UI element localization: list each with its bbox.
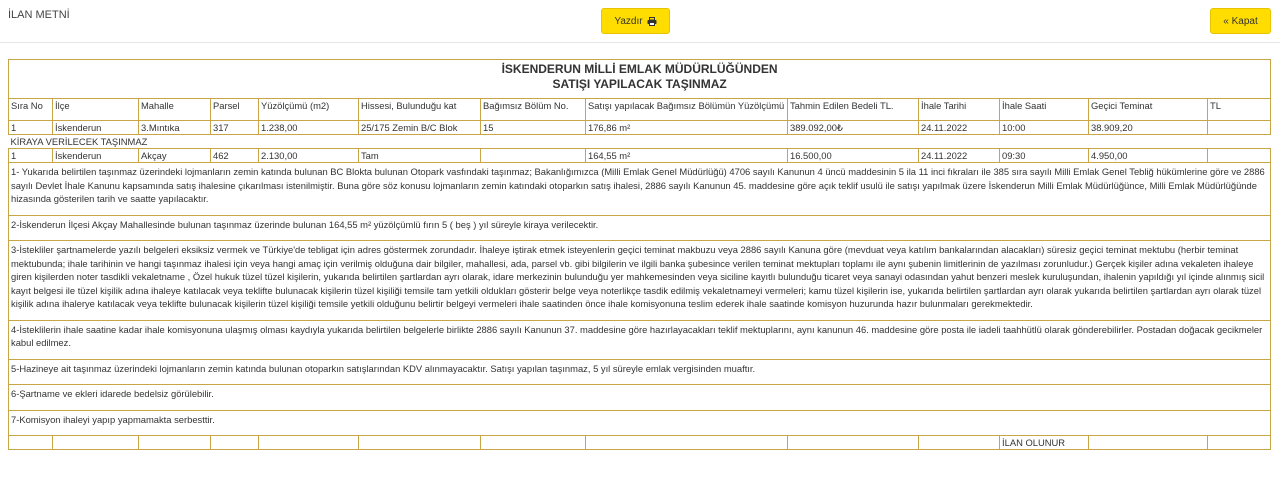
- table-cell: 25/175 Zemin B/C Blok: [359, 121, 481, 135]
- table-cell: 10:00: [1000, 121, 1089, 135]
- table-cell: [1208, 121, 1271, 135]
- table-cell: 176,86 m²: [586, 121, 788, 135]
- col-ihale-saati: İhale Saati: [1000, 99, 1089, 121]
- column-header-row: [9, 99, 1271, 121]
- print-button[interactable]: [601, 8, 670, 34]
- table-cell: 24.11.2022: [919, 149, 1000, 163]
- table-cell: 09:30: [1000, 149, 1089, 163]
- rent-title-row: [9, 135, 1271, 149]
- table-cell: 389.092,00₺: [788, 121, 919, 135]
- col-tahmin-bedel: Tahmin Edilen Bedeli TL.: [788, 99, 919, 121]
- table-cell: 1.238,00: [259, 121, 359, 135]
- title-row: [9, 60, 1271, 99]
- empty-cell: [359, 436, 481, 450]
- empty-cell: [919, 436, 1000, 450]
- paragraph-3: 3-İstekliler şartnamelerde yazılı belgeleri eksiksiz vermek ve Türkiye'de tebligat için adres göstermek zorundadır. İhaleye iştirak etmek isteyenlerin geçici teminat makbuzu veya 2886 sayılı Kanuna göre (mevduat veya katılım bankalarından alacakları) süresiz geçici teminat mektubu (herbir teminat mektubunda; ihale tarihinin ve hangi taşınmaz ihalesi için veya hangi amaç için verilmiş olduğuna dair bilgiler, mahallesi, ada, parsel vb. gibi bilgilerin ve ilgili banka şubesince verilen teminat mektupları toplamı ile aynı şubenin limitlerinin de yazılması zorunludur.) Gerçek kişiler adına vekaleten ihaleye giren kişilerden noter tasdikli vekaletname , Özel hukuk tüzel tüzel kişilerin, yukarıda belirtilen şartlardan ayrı olarak, idare merkezinin bulunduğu yer mahkemesinden veya siciline kayıtlı bulunduğu ticaret veya sanayi odasından yahut benzeri meslek kuruluşundan, ihalenin yapıldığı yıl içinde alınmış sicil kayıt belgesi ile tüzel kişilik adına ihaleye katılacak veya teklifte bulunacak kişilerin tüzel kişiliği temsile tam yetkili oldukları gösterir belge veya noterlikçe tasdik edilmiş vekaletnameyi vermeleri; kamu tüzel kişilerin ise, yukarıda belirtilen şartlardan ayrı olarak yukarıda belirtilen şartlardan ayrı olarak tüzel kişilik adına ihalerye katılacak veya teklifte bulunacak kişilerin tüzel kişiliği temsile yetkili olduğunu belirtir belgeyi vermeleri ihale saatinden önce ihale komisyonuna teslim ederek ihale saatinde komisyon huzurunda hazır bulunmaları gerekmektedir.: [9, 241, 1271, 321]
- col-ilce: İlçe: [53, 99, 139, 121]
- paragraph-row: [9, 215, 1271, 241]
- col-hissesi: Hissesi, Bulunduğu kat: [359, 99, 481, 121]
- col-gecici-teminat: Geçici Teminat: [1089, 99, 1208, 121]
- table-cell: Tam: [359, 149, 481, 163]
- table-cell: 2.130,00: [259, 149, 359, 163]
- empty-cell: [139, 436, 211, 450]
- paragraph-row: [9, 410, 1271, 436]
- table-cell: İskenderun: [53, 149, 139, 163]
- table-cell: 164,55 m²: [586, 149, 788, 163]
- paragraph-2: 2-İskenderun İlçesi Akçay Mahallesinde bulunan taşınmaz üzerinde bulunan 164,55 m² yüzölçümlü fırın 5 ( beş ) yıl süreyle kiraya verilecektir.: [9, 215, 1271, 241]
- paragraph-row: [9, 163, 1271, 216]
- rent-section-title: KİRAYA VERİLECEK TAŞINMAZ: [9, 135, 1271, 149]
- close-button[interactable]: « Kapat: [1210, 8, 1271, 34]
- paragraph-6: 6-Şartname ve ekleri idarede bedelsiz görülebilir.: [9, 385, 1271, 411]
- paragraph-row: [9, 359, 1271, 385]
- sale-row: [9, 121, 1271, 135]
- empty-cell: [9, 436, 53, 450]
- footer-row: [9, 436, 1271, 450]
- table-cell: 16.500,00: [788, 149, 919, 163]
- paragraph-5: 5-Hazineye ait taşınmaz üzerindeki lojmanların zemin katında bulunan otoparkın satışlarından KDV alınmayacaktır. Satışı yapılan taşınmaz, 5 yıl süreyle emlak vergisinden muaftır.: [9, 359, 1271, 385]
- table-cell: Akçay: [139, 149, 211, 163]
- paragraph-row: [9, 241, 1271, 321]
- empty-cell: [259, 436, 359, 450]
- table-cell: İskenderun: [53, 121, 139, 135]
- top-bar: [0, 0, 1280, 43]
- footer-label: İLAN OLUNUR: [1000, 436, 1089, 450]
- paragraph-4: 4-İsteklilerin ihale saatine kadar ihale komisyonuna ulaşmış olması kaydıyla yukarıda belirtilen belgelerle birlikte 2886 sayılı Kanunun 37. maddesine göre hazırlayacakları teklif mektuplarını, aynı kanunun 46. maddesine göre posta ile iadeli taahhütlü olarak gönderebilirler. Postadan doğacak gecikmeler kabul edilmez.: [9, 320, 1271, 359]
- print-label: Yazdır: [614, 15, 643, 27]
- col-ihale-tarihi: İhale Tarihi: [919, 99, 1000, 121]
- empty-cell: [788, 436, 919, 450]
- col-sira-no: Sıra No: [9, 99, 53, 121]
- document-title: [9, 60, 1271, 99]
- col-mahalle: Mahalle: [139, 99, 211, 121]
- title-line-1: İSKENDERUN MİLLİ EMLAK MÜDÜRLÜĞÜNDEN: [501, 62, 778, 76]
- printer-icon: [647, 17, 657, 26]
- empty-cell: [211, 436, 259, 450]
- table-cell: 38.909,20: [1089, 121, 1208, 135]
- col-tl: TL: [1208, 99, 1271, 121]
- empty-cell: [586, 436, 788, 450]
- col-yuzolcumu: Yüzölçümü (m2): [259, 99, 359, 121]
- announcement-table: [8, 59, 1271, 450]
- col-bagimsiz-bolum: Bağımsız Bölüm No.: [481, 99, 586, 121]
- title-line-2: SATIŞI YAPILACAK TAŞINMAZ: [552, 77, 727, 91]
- table-cell: 1: [9, 149, 53, 163]
- table-cell: 3.Mıntıka: [139, 121, 211, 135]
- table-cell: 4.950,00: [1089, 149, 1208, 163]
- paragraph-1: 1- Yukarıda belirtilen taşınmaz üzerindeki lojmanların zemin katında bulunan BC Blokta bulunan Otopark vasfındaki taşınmaz; Bakanlığımızca (Milli Emlak Genel Müdürlüğü) 4706 sayılı Kanunun 4 üncü maddesinin 5 ila 11 inci fıkraları ile 385 sıra sayılı Milli Emlak Genel Tebliğ hükümlerine göre ve 2886 sayılı Devlet İhale Kanunu kapsamında satış ihalesine çıkarılması istenilmiştir. Buna göre söz konusu lojmanların zemin katındaki otoparkın satış ihalesi, 2886 sayılı Kanunun 45. maddesine göre açık teklif usulü ile satışı yapılmak üzere İskenderun Milli Emlak Müdürlüğünce, Milli Emlak Müdürlüğünde hizasında gösterilen tarih ve saatte yapılacaktır.: [9, 163, 1271, 216]
- col-satis-yuzolcumu: Satışı yapılacak Bağımsız Bölümün Yüzölçümü: [586, 99, 788, 121]
- paragraph-row: [9, 385, 1271, 411]
- table-cell: [481, 149, 586, 163]
- table-cell: 317: [211, 121, 259, 135]
- paragraph-row: [9, 320, 1271, 359]
- empty-cell: [481, 436, 586, 450]
- paragraph-7: 7-Komisyon ihaleyi yapıp yapmamakta serbesttir.: [9, 410, 1271, 436]
- empty-cell: [1089, 436, 1208, 450]
- table-cell: 1: [9, 121, 53, 135]
- table-cell: 15: [481, 121, 586, 135]
- empty-cell: [1208, 436, 1271, 450]
- table-cell: 24.11.2022: [919, 121, 1000, 135]
- col-parsel: Parsel: [211, 99, 259, 121]
- rent-row: [9, 149, 1271, 163]
- page-title: İLAN METNİ: [8, 9, 70, 21]
- table-cell: [1208, 149, 1271, 163]
- empty-cell: [53, 436, 139, 450]
- table-cell: 462: [211, 149, 259, 163]
